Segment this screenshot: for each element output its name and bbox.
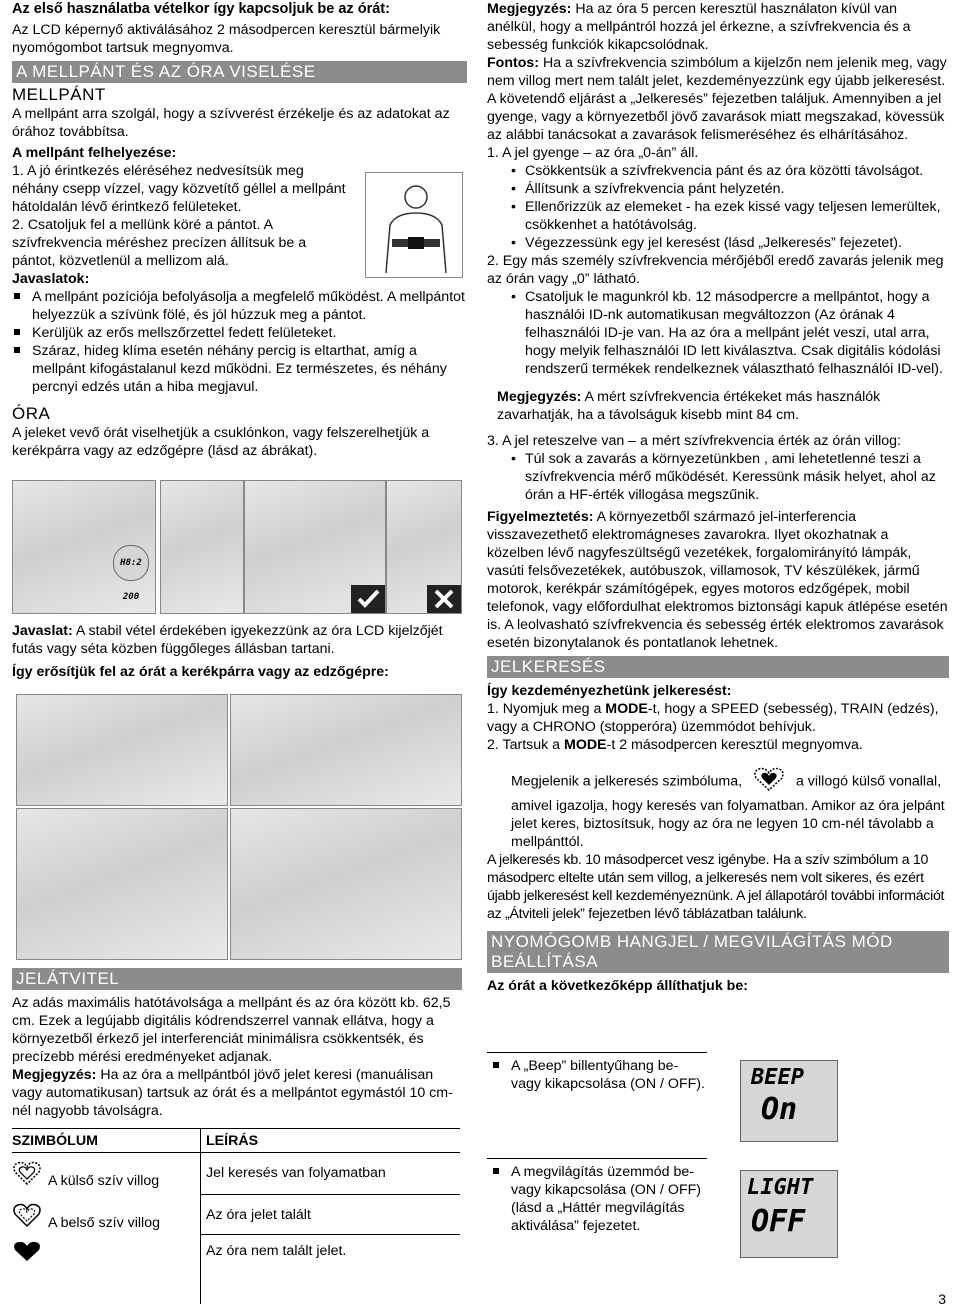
note-label: Megjegyzés: xyxy=(487,1,572,17)
case-1-bullet: • Csökkentsük a szívfrekvencia pánt és az óra közötti távolságot. xyxy=(487,162,949,180)
page-number: 3 xyxy=(938,1291,946,1307)
note-text: Ha az óra 5 percen keresztül használaton kívül van anélkül, hogy a mellpántról hozzá jel érkezne, a szívfrekvencia és a sebesség funkciók kikapcsolódnak. xyxy=(487,1,911,53)
inner-heart-icon xyxy=(12,1202,42,1233)
tip-item: A mellpánt pozíciója befolyásolja a megfelelő működést. A mellpántot helyezzük a szívünk fölé, és jól húzzuk meg a pántot. xyxy=(12,288,467,324)
transmission-text: Az adás maximális hatótávolsága a mellpánt és az óra között kb. 62,5 cm. Ezek a legújabb digitális kódrendszerrel vannak ellátva, hogy a környezetből érkező jel interferenciát minimálisra csökkentsék, és precízebb mérési eredményeket adjanak. xyxy=(12,995,451,1065)
tip-block xyxy=(12,622,462,681)
tip-text: A stabil vétel érdekében igyekezzünk az óra LCD kijelzőjét futás vagy séta közben függőleges állásban tartani. xyxy=(12,623,443,657)
warning-label: Figyelmeztetés: xyxy=(487,509,594,525)
lcd-light-value: OFF xyxy=(751,1204,806,1239)
watch-text: A jeleket vevő órát viselhetjük a csuklónkon, vagy felszerelhetjük a kerékpárra vagy az edzőgépre (lásd az ábrákat). xyxy=(12,425,430,459)
belt-intro: A mellpánt arra szolgál, hogy a szívverést érzékelje és az adatokat az órához továbbítsa. xyxy=(12,106,450,140)
search-step-1-text: -t, hogy a SPEED (sebesség), TRAIN (edzés), vagy a CHRONO (stopperóra) üzemmódot behívjuk. xyxy=(487,701,939,735)
handlebar-mount-photo xyxy=(160,480,244,614)
transmission-heading: JELÁTVITEL xyxy=(12,968,462,990)
tips-heading: Javaslatok: xyxy=(12,271,90,287)
right-column xyxy=(487,0,949,995)
watch-display: H8:2 200 xyxy=(113,545,149,581)
search-symbol-text-b: a villogó külső vonallal, amivel igazolja, hogy keresés van folyamatban. Amikor az óra jelpánt jelet keres, biztosítsuk, hogy az óra ne legyen 10 cm-nél távolabb a mellpánttól. xyxy=(511,773,945,850)
bike-mount-photo-wrong xyxy=(386,480,462,614)
col-desc-header: LEÍRÁS xyxy=(206,1133,259,1149)
light-item-text: A megvilágítás üzemmód be- vagy kikapcsolása (ON / OFF) (lásd a „Háttér megvilágítás aktiválása” fejezetet. xyxy=(491,1163,707,1235)
mode-key-label: MODE xyxy=(564,737,607,753)
table-row-symbol: A külső szív villog xyxy=(48,1173,160,1189)
lcd-beep-label: BEEP xyxy=(751,1065,804,1090)
mounting-step-photo-3 xyxy=(16,808,228,960)
case-1-bullet: • Végezzessünk egy jel keresést (lásd „Jelkeresés” fejezetet). xyxy=(487,234,949,252)
case-1-bullet: • Állítsunk a szívfrekvencia pánt helyzetén. xyxy=(487,180,949,198)
case-2-bullet: • Csatoljuk le magunkról kb. 12 másodpercre a mellpántot, hogy a használói ID-nk automatikusan megváltozzon (Az órának 4 felhasználói ID-je van. Ha az óra a mellpánt jelét veszi, utal arra, hogy melyik felhasználói ID lett kiválasztva. Csak digitális kódolási rendszerű termékek rendelkeznek választható felhasználói ID-vel). xyxy=(487,288,949,378)
lcd-light-label: LIGHT xyxy=(747,1175,814,1200)
search-heart-icon xyxy=(752,766,786,797)
important-text: Ha a szívfrekvencia szimbólum a kijelzőn nem jelenik meg, vagy nem villog mert nem talált jelet, kezdeményezzünk egy újabb jelkeresést. A követendő eljárást a „Jelkeresés” fejezetben találjuk. Amennyiben a jel gyenge, vagy a környezetből jövő zavarások miatt megszakad, kövessük az alábbi tanácsokat a zavarások felismeréséhez és elhárításához. xyxy=(487,55,947,143)
search-step-2 xyxy=(487,736,949,754)
search-intro: Így kezdeményezhetünk jelkeresést: xyxy=(487,683,732,699)
beep-lcd-display xyxy=(740,1060,838,1142)
table-row-desc: Az óra nem talált jelet. xyxy=(206,1243,347,1259)
light-lcd-display xyxy=(740,1170,838,1258)
first-reception-text: Az LCD képernyő aktiválásához 2 másodpercen keresztül bármelyik nyomógombot tartsuk megnyomva. xyxy=(12,22,441,56)
mounting-step-photo-4 xyxy=(230,808,462,960)
section-wearing-title: A MELLPÁNT ÉS AZ ÓRA VISELÉSE xyxy=(12,61,467,83)
tip-item: Kerüljük az erős mellszőrzettel fedett felületeket. xyxy=(12,324,467,342)
important-label: Fontos: xyxy=(487,55,540,71)
table-row-desc: Az óra jelet talált xyxy=(206,1207,311,1223)
search-heading: JELKERESÉS xyxy=(487,656,949,678)
search-symbol-text-a: Megjelenik a jelkeresés szimbóluma, xyxy=(511,773,743,790)
note2-text: A mért szívfrekvencia értékeket más használók zavarhatják, ha a távolságuk kisebb mint 84 cm. xyxy=(497,389,881,423)
case-1-bullet: • Ellenőrizzük az elemeket - ha ezek kissé vagy teljesen lemerültek, csökkenhet a hatótávolság. xyxy=(487,198,949,234)
bike-mount-photo-correct xyxy=(244,480,386,614)
note-label: Megjegyzés: xyxy=(12,1067,97,1083)
mounting-step-photo-2 xyxy=(230,694,462,806)
watch-heading: ÓRA xyxy=(12,404,51,423)
outer-heart-icon xyxy=(12,1160,42,1191)
lcd-beep-value: On xyxy=(761,1092,798,1127)
beep-item xyxy=(487,1052,707,1093)
cross-icon xyxy=(427,585,461,613)
warning-text: A környezetből származó jel-interferencia visszavezethető elektromágneses zavarokra. Ilyet okozhatnak a közelben lévő nagyfeszültségű vezetékek, forgalomirányító lámpák, vasúti felsővezetékek, autóbuszok, villamosok, TV készülékek, jármű motorok, kerékpár számítógépek, egyes motoros edzőgépek, mobil telefonok, vagy előfordulhat elektromos biztonsági kapuk átlépése esetén is. A leolvasható szívfrekvencia és sebesség érték elektromos zavarások esetén bizonytalanok és pontatlanok lehetnek. xyxy=(487,509,948,651)
check-icon xyxy=(351,585,385,613)
case-1: 1. A jel gyenge – az óra „0-án” áll. xyxy=(487,145,699,161)
table-row-desc: Jel keresés van folyamatban xyxy=(206,1165,386,1181)
step-1: 1. A jó érintkezés eléréséhez nedvesítsük meg néhány csepp vízzel, vagy közvetítő géllel a mellpánt hátoldalán lévő érintkező felületeket. xyxy=(12,163,346,215)
beep-light-heading: NYOMÓGOMB HANGJEL / MEGVILÁGÍTÁS MÓD BEÁLLÍTÁSA xyxy=(487,931,949,973)
mounting-step-photo-1 xyxy=(16,694,228,806)
table-row-symbol: A belső szív villog xyxy=(48,1215,160,1231)
chest-belt-illustration xyxy=(365,172,463,278)
case-3: 3. A jel reteszelve van – a mért szívfrekvencia érték az órán villog: xyxy=(487,433,901,449)
wrist-watch-photo xyxy=(12,480,156,614)
beep-item-text: A „Beep” billentyűhang be- vagy kikapcsolása (ON / OFF). xyxy=(491,1057,707,1093)
search-time-text: A jelkeresés kb. 10 másodpercet vesz igénybe. Ha a szív szimbólum a 10 másodperc eltelte után sem villog, a jelkeresés nem volt sikeres, és ezért újabb jelkeresést kell kezdeményeznünk. A jel állapotáról további információt az „Átviteli jelek” fejezetben lévő táblázatban találunk. xyxy=(487,852,945,922)
note-text: Ha az óra a mellpántból jövő jelet keresi (manuálisan vagy automatikusan) tartsuk az órát és a mellpántot egymástól 10 cm-nél nagyobb távolságra. xyxy=(12,1067,453,1119)
tip-label: Javaslat: xyxy=(12,623,73,639)
belt-placement-heading: A mellpánt felhelyezése: xyxy=(12,145,177,161)
search-step-2-text: -t 2 másodpercen keresztül megnyomva. xyxy=(606,737,863,753)
search-symbol-text xyxy=(487,766,949,851)
bike-heading: Így erősítjük fel az órát a kerékpárra vagy az edzőgépre: xyxy=(12,664,389,680)
light-item xyxy=(487,1158,707,1235)
transmission-section xyxy=(12,966,462,1120)
search-step-1-text: 1. Nyomjuk meg a xyxy=(487,701,606,717)
tip-item: Száraz, hideg klíma esetén néhány percig is eltarthat, amíg a mellpánt kifogástalanul kezd működni. Ez természetes, és néhány percnyi edzés után a hiba megjavul. xyxy=(12,342,467,396)
first-reception-heading: Az első használatba vételkor így kapcsoljuk be az órát: xyxy=(12,1,390,17)
tips-list xyxy=(12,288,467,396)
search-step-2-text: 2. Tartsuk a xyxy=(487,737,565,753)
case-3-bullet: • Túl sok a zavarás a környezetünkben , ami lehetetlenné teszi a szívfrekvencia mérő működését. Keressünk másik helyet, ahol az órán a HF-érték villogása megszűnik. xyxy=(487,450,949,504)
search-step-1 xyxy=(487,700,949,736)
case-2: 2. Egy más személy szívfrekvencia mérőjéből eredő zavarás jelenik meg az órán vagy „0” látható. xyxy=(487,253,944,287)
solid-heart-icon xyxy=(12,1240,42,1267)
belt-heading: MELLPÁNT xyxy=(12,85,106,104)
col-symbol-header: SZIMBÓLUM xyxy=(12,1133,98,1149)
mode-key-label: MODE xyxy=(605,701,648,717)
note2-label: Megjegyzés: xyxy=(497,389,582,405)
step-2: 2. Csatoljuk fel a mellünk köré a pántot. A szívfrekvencia méréshez precízen állítsuk be a pántot, közvetlenül a mellizom alá. xyxy=(12,217,307,269)
beep-intro: Az órát a következőképp állíthatjuk be: xyxy=(487,978,748,994)
